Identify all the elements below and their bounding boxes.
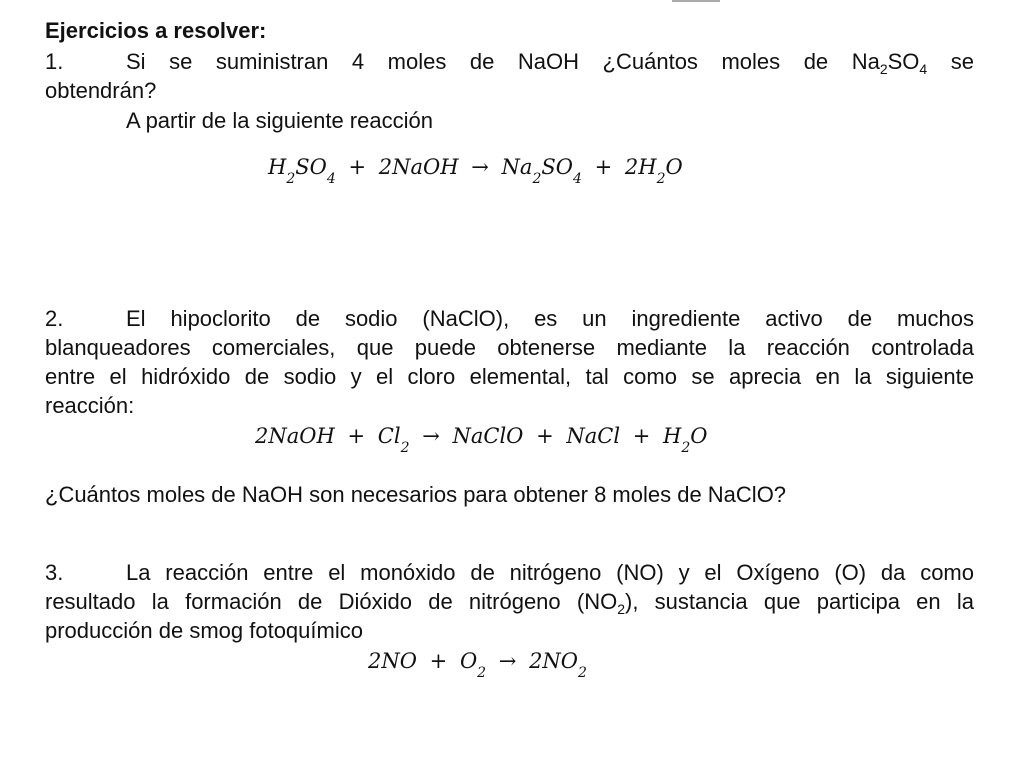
exercise-1-number: 1. [45,49,64,74]
eq2-reactant-2: $Cl_2$ [377,424,410,456]
eq1-product-1: $Na_2SO_4$ [501,155,582,187]
exercise-1-equation [268,155,683,187]
exercise-1-text-c: se [927,49,974,74]
exercise-1-intro: A partir de la siguiente reacción [126,108,433,133]
eq2-product-2: NaCl [566,424,621,448]
exercise-3-equation [368,649,587,681]
exercise-1-line-2: obtendrán? [45,78,157,103]
eq3-product-1: $2NO_2$ [529,649,587,681]
exercise-2-line-3: entre el hidróxido de sodio y el cloro elemental, tal como se aprecia en la siguiente [45,364,974,389]
exercise-2-line-4: reacción: [45,393,135,418]
exercise-3-number: 3. [45,560,64,585]
eq2-product-1: NaClO [452,424,524,448]
eq2-plus-3: + [632,424,651,448]
exercise-3-line-3: producción de smog fotoquímico [45,618,363,643]
eq3-arrow: → [498,649,517,673]
exercise-1-subscript-2: 4 [919,61,928,77]
exercise-1-subscript-1: 2 [879,61,888,77]
eq1-reactant-1: $H_2SO_4$ [268,155,336,187]
eq2-plus-1: + [347,424,366,448]
eq2-product-3: $H_2O$ [663,424,708,456]
exercise-2-line-1-text: El hipoclorito de sodio (NaClO), es un ingrediente activo de muchos [126,306,974,331]
eq1-reactant-2: 2NaOH [378,155,459,179]
exercise-2-line-2: blanqueadores comerciales, que puede obtenerse mediante la reacción controlada [45,335,974,360]
eq3-reactant-2: $O_2$ [459,649,487,681]
eq3-plus-1: + [429,649,448,673]
exercise-2-number: 2. [45,306,64,331]
exercise-3-line-1 [45,558,974,587]
eq2-plus-2: + [536,424,554,448]
eq1-plus-1: + [348,155,367,179]
exercise-1-text-b: SO [887,49,920,74]
eq1-plus-2: + [594,155,613,179]
exercise-1-statement [45,47,974,79]
exercise-2-line-1 [45,304,974,333]
exercise-2-equation [255,424,708,456]
exercise-3-line-1-text: La reacción entre el monóxido de nitrógeno (NO) y el Oxígeno (O) da como [126,560,974,585]
eq2-reactant-1: 2NaOH [255,424,335,448]
eq3-reactant-1: 2NO [368,649,417,673]
eq1-arrow: → [471,155,489,179]
exercise-3-subscript: 2 [617,601,625,617]
eq2-arrow: → [422,424,440,448]
exercise-3-line-2-b: ), sustancia que participa en la [625,589,974,614]
exercise-3-line-2-a: resultado la formación de Dióxido de nitrógeno (NO [45,589,618,614]
scan-artifact [672,0,720,6]
exercise-1-text-a: Si se suministran 4 moles de NaOH ¿Cuántos moles de Na [126,49,880,74]
page-heading: Ejercicios a resolver: [45,18,267,43]
exercise-2-question: ¿Cuántos moles de NaOH son necesarios para obtener 8 moles de NaClO? [45,482,787,507]
eq1-product-2: $2H_2O$ [624,155,683,187]
exercise-3-line-2 [45,587,974,619]
